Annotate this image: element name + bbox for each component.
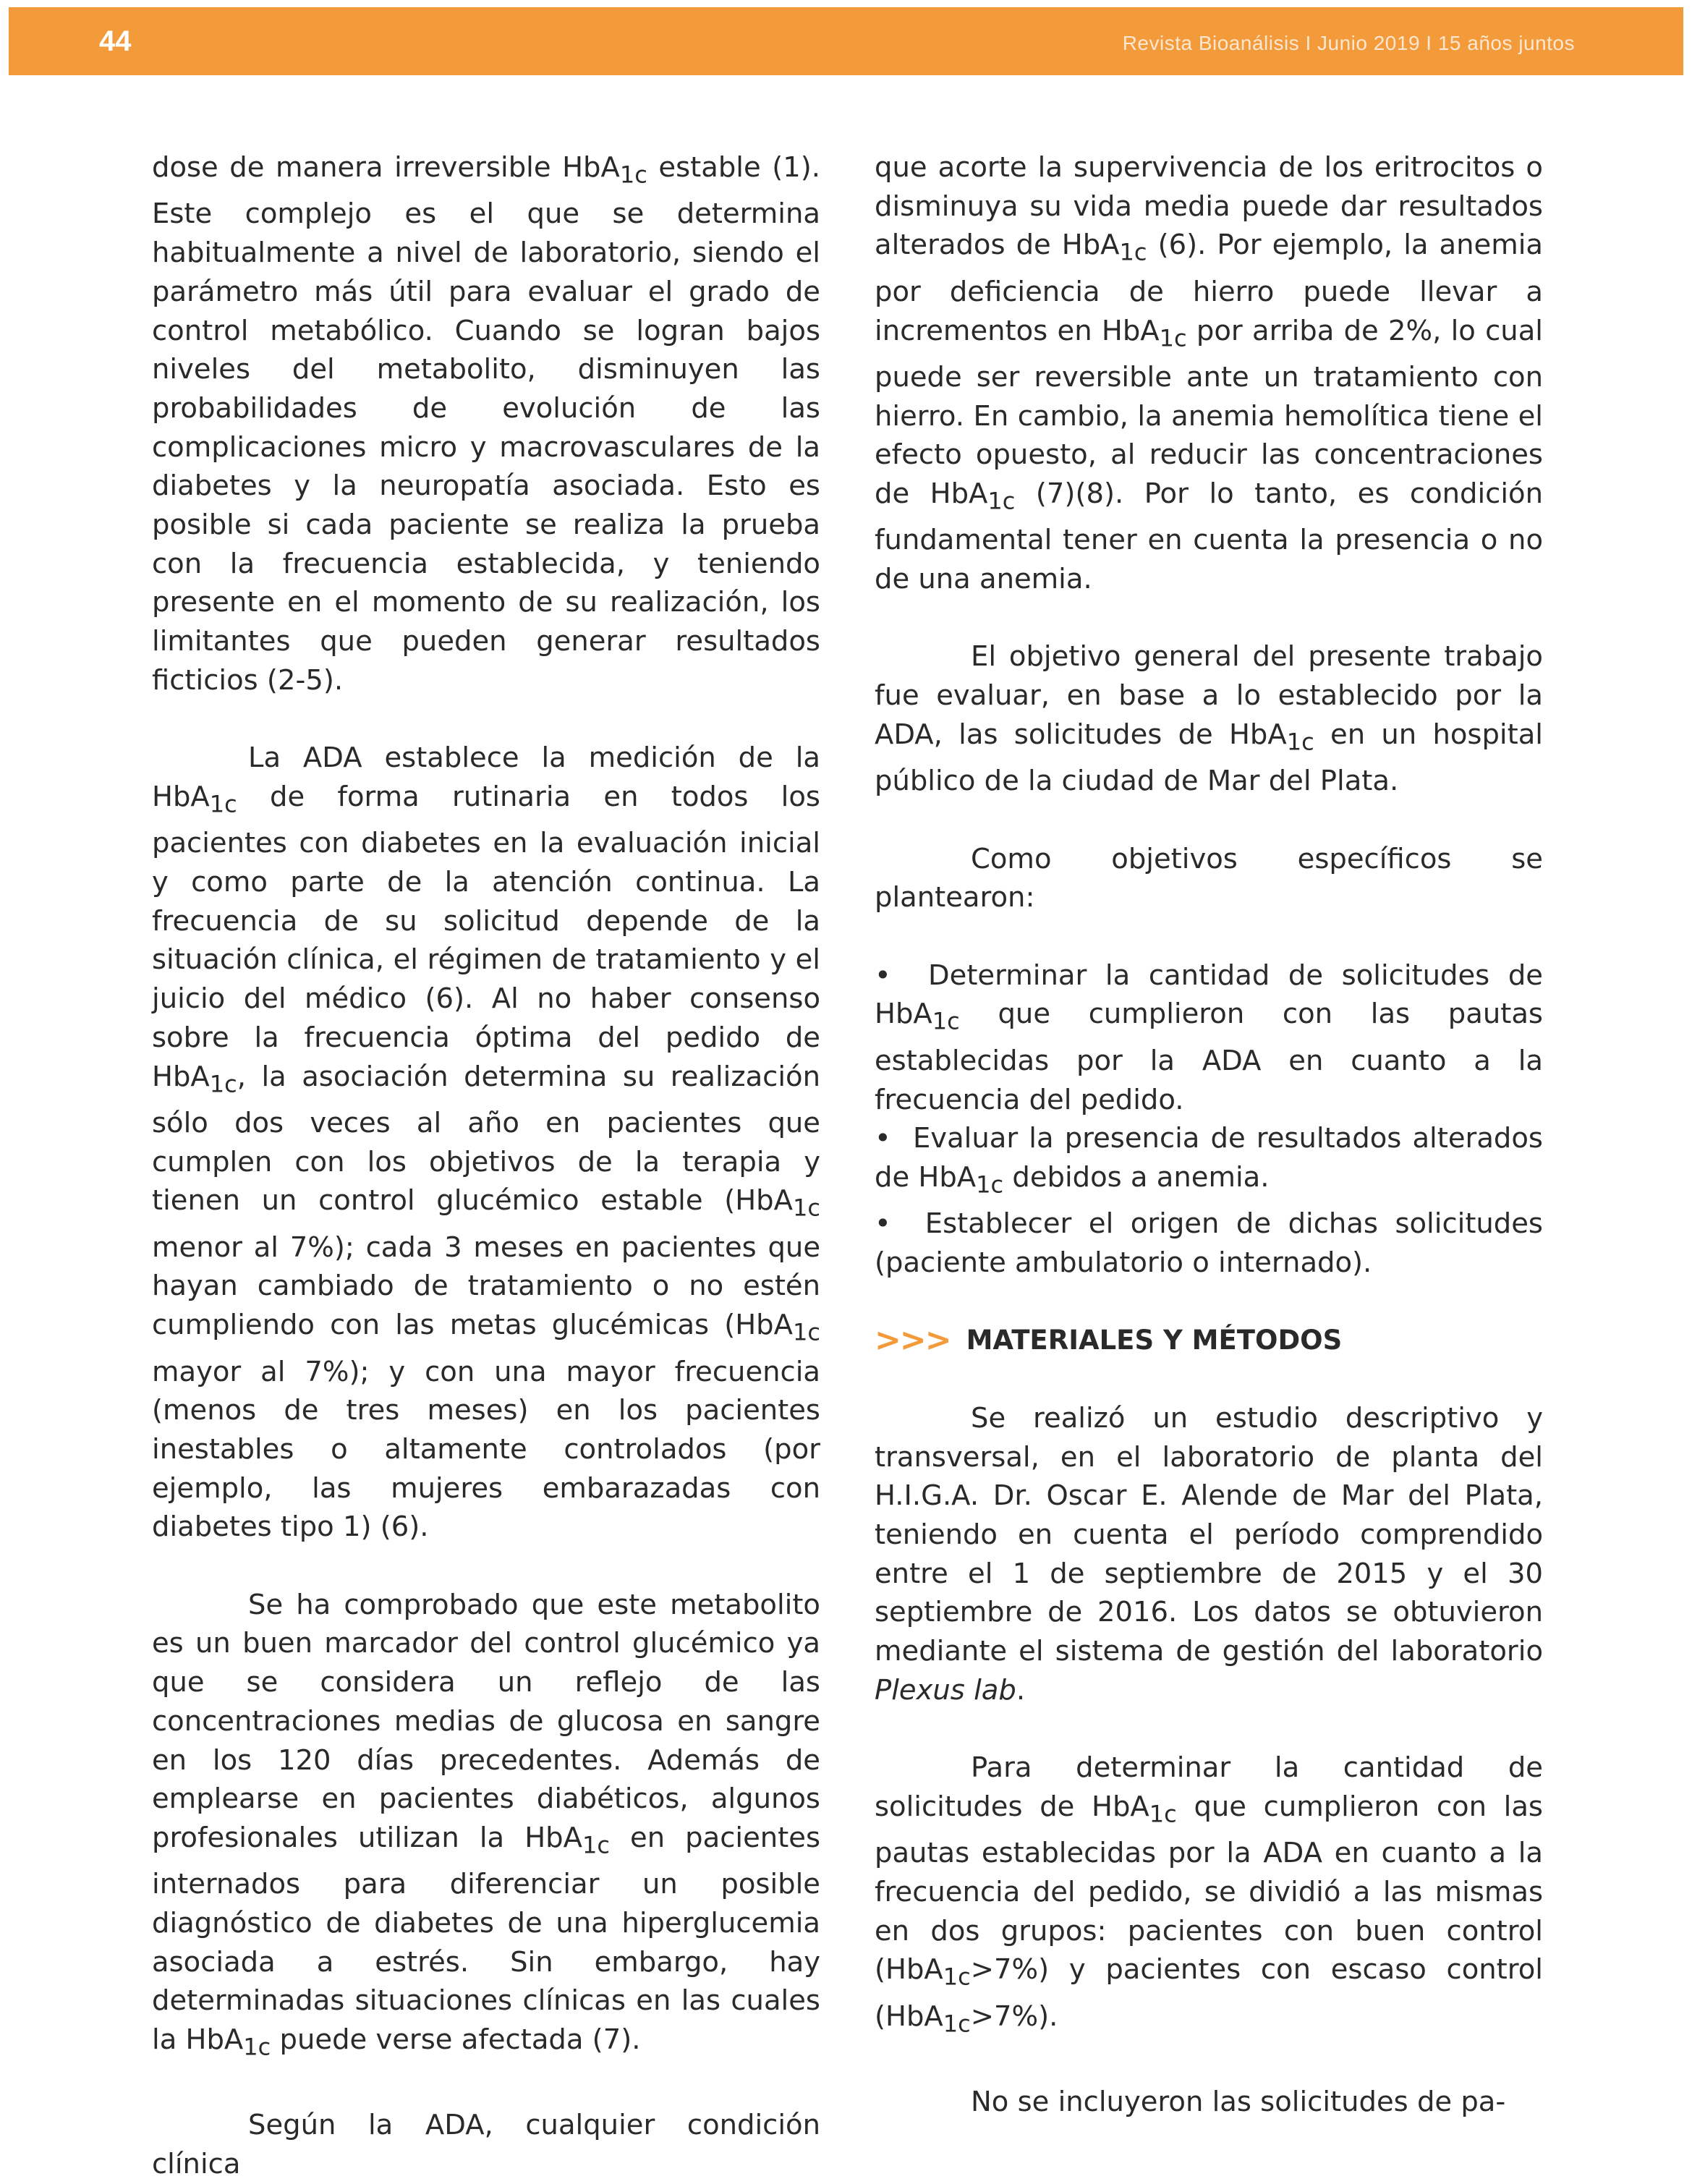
text-run: , la asociación determina su realización sólo dos veces al año en pacientes que cumplen con los objetivos de la terapia y tienen un control glucémico estable (HbA bbox=[152, 1060, 820, 1218]
subscript-1c: 1c bbox=[243, 2033, 271, 2061]
text-run: Se realizó un estudio descriptivo y transversal, en el laboratorio de planta del H.I.G.A. Dr. Oscar E. Alende de Mar del Plata, teniendo en cuenta el período comprendido entre el 1 de septiembre de 2015 y el 30 septiembre de 2016. Los datos se obtuvieron mediante el sistema de gestión del laboratorio bbox=[875, 1401, 1543, 1668]
text-run: Evaluar la presencia de resultados alterados de HbA bbox=[875, 1122, 1543, 1194]
text-run: (6). Por ejemplo, la anemia por deficiencia de hierro puede llevar a incrementos en HbA bbox=[875, 229, 1543, 347]
text-run: por arriba de 2%, lo cual puede ser reversible ante un tratamiento con hierro. En cambio, la anemia hemolítica tiene el efecto opuesto, al reducir las concentraciones de HbA bbox=[875, 314, 1543, 510]
text-run: Para determinar la cantidad de solicitudes de HbA bbox=[875, 1751, 1543, 1823]
subscript-1c: 1c bbox=[1286, 728, 1314, 756]
text-run: en un hospital público de la ciudad de Mar del Plata. bbox=[875, 718, 1543, 798]
subscript-1c: 1c bbox=[792, 1194, 820, 1223]
left-column bbox=[152, 148, 820, 2184]
text-run: que acorte la supervivencia de los eritrocitos o disminuya su vida media puede dar resultados alterados de HbA bbox=[875, 151, 1543, 262]
subscript-1c: 1c bbox=[1159, 324, 1187, 352]
text-run: (7)(8). Por lo tanto, es condición fundamental tener en cuenta la presencia o no de una anemia. bbox=[875, 477, 1543, 596]
bullet-icon: • bbox=[875, 1122, 891, 1155]
subscript-1c: 1c bbox=[1119, 239, 1147, 267]
subscript-1c: 1c bbox=[209, 1070, 237, 1098]
text-run: >7%) y pacientes con escaso control (HbA bbox=[875, 1953, 1543, 2033]
paragraph bbox=[875, 148, 1543, 599]
text-run: . bbox=[1016, 1673, 1026, 1707]
bullet-item bbox=[875, 956, 1543, 1120]
paragraph bbox=[152, 148, 820, 700]
subscript-1c: 1c bbox=[976, 1170, 1004, 1199]
bullet-item bbox=[875, 1119, 1543, 1204]
paragraph bbox=[875, 2083, 1543, 2122]
text-run: No se incluyeron las solicitudes de pa- bbox=[971, 2085, 1506, 2118]
section-heading bbox=[875, 1321, 1543, 1360]
text-run: Según la ADA, cualquier condición clínica bbox=[152, 2109, 820, 2180]
paragraph bbox=[875, 637, 1543, 801]
text-run: que cumplieron con las pautas establecidas por la ADA en cuanto a la frecuencia del pedido. bbox=[875, 998, 1543, 1116]
subscript-1c: 1c bbox=[943, 2010, 971, 2038]
text-run: puede verse afectada (7). bbox=[271, 2023, 641, 2057]
subscript-1c: 1c bbox=[943, 1963, 971, 1992]
paragraph bbox=[152, 2106, 820, 2183]
subscript-1c: 1c bbox=[209, 790, 237, 818]
italic-text: Plexus lab bbox=[875, 1673, 1016, 1707]
text-run: de forma rutinaria en todos los pacientes con diabetes en la evaluación inicial y como parte de la atención continua. La frecuencia de su solicitud depende de la situación clínica, el régimen de tratamiento y el juicio del médico (6). Al no haber consenso sobre la frecuencia óptima del pedido de HbA bbox=[152, 780, 820, 1093]
bullet-icon: • bbox=[875, 1207, 891, 1241]
section-heading-text: MATERIALES Y MÉTODOS bbox=[966, 1325, 1343, 1356]
subscript-1c: 1c bbox=[619, 161, 647, 189]
text-run: Determinar la cantidad de solicitudes de HbA bbox=[875, 959, 1543, 1031]
text-run: El objetivo general del presente trabajo fue evaluar, en base a lo establecido por la ADA, las solicitudes de HbA bbox=[875, 640, 1543, 751]
paragraph bbox=[875, 1749, 1543, 2044]
journal-info: Revista Bioanálisis I Junio 2019 I 15 años juntos bbox=[1122, 32, 1575, 54]
text-run: La ADA establece la medición de la HbA bbox=[152, 742, 820, 813]
paragraph bbox=[875, 1399, 1543, 1710]
subscript-1c: 1c bbox=[582, 1831, 610, 1859]
paragraph bbox=[152, 739, 820, 1547]
text-run: Se ha comprobado que este metabolito es un buen marcador del control glucémico ya que se considera un reflejo de las concentraciones medias de glucosa en sangre en los 120 días precedentes. Además de emplearse en pacientes diabéticos, algunos profesionales utilizan la HbA bbox=[152, 1588, 820, 1854]
text-run: >7%). bbox=[970, 2000, 1058, 2033]
page-number: 44 bbox=[99, 25, 132, 57]
text-run: mayor al 7%); y con una mayor frecuencia (menos de tres meses) en los pacientes inestables o altamente controlados (por ejemplo, las mujeres embarazadas con diabetes tipo 1) (6). bbox=[152, 1355, 820, 1544]
subscript-1c: 1c bbox=[1149, 1800, 1177, 1828]
paragraph bbox=[152, 1586, 820, 2068]
text-run: Como objetivos específicos se plantearon: bbox=[875, 842, 1543, 914]
text-run: menor al 7%); cada 3 meses en pacientes que hayan cambiado de tratamiento o no estén cumpliendo con las metas glucémicas (HbA bbox=[152, 1231, 820, 1342]
text-run: Establecer el origen de dichas solicitudes (paciente ambulatorio o internado). bbox=[875, 1207, 1543, 1280]
bullet-icon: • bbox=[875, 959, 891, 992]
text-run: debidos a anemia. bbox=[1003, 1160, 1270, 1194]
text-run: que cumplieron con las pautas establecidas por la ADA en cuanto a la frecuencia del pedido, se dividió a las mismas en dos grupos: pacientes con buen control (HbA bbox=[875, 1790, 1543, 1987]
subscript-1c: 1c bbox=[987, 487, 1016, 515]
text-run: en pacientes internados para diferenciar un posible diagnóstico de diabetes de una hiperglucemia asociada a estrés. Sin embargo, hay determinadas situaciones clínicas en las cuales la HbA bbox=[152, 1821, 821, 2057]
text-run: dose de manera irreversible HbA bbox=[152, 151, 620, 184]
right-column bbox=[875, 148, 1543, 2122]
paragraph bbox=[875, 840, 1543, 917]
subscript-1c: 1c bbox=[932, 1008, 960, 1036]
header-bar bbox=[9, 7, 1683, 75]
bullet-item bbox=[875, 1204, 1543, 1282]
subscript-1c: 1c bbox=[792, 1318, 820, 1346]
chevrons-icon: >>> bbox=[875, 1322, 951, 1359]
text-run: estable (1). Este complejo es el que se determina habitualmente a nivel de laboratorio, siendo el parámetro más útil para evaluar el grado de control metabólico. Cuando se logran bajos niveles del metabolito, disminuyen las probabilidades de evolución de las complicaciones micro y macrovasculares de la diabetes y la neuropatía asociada. Esto es posible si cada paciente se realiza la prueba con la frecuencia establecida, y teniendo presente en el momento de su realización, los limitantes que pueden generar resultados ficticios (2-5). bbox=[152, 151, 820, 697]
